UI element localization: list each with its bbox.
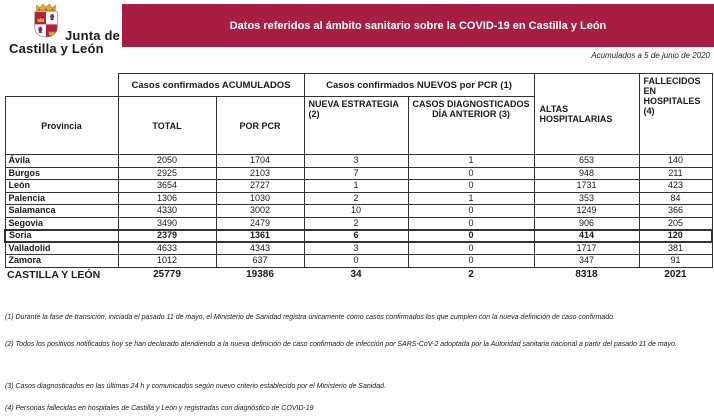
header-por-pcr: POR PCR [216, 97, 304, 155]
covid-data-table [4, 73, 713, 282]
jcyl-logo [8, 2, 122, 58]
cell-fallecidos: 381 [639, 242, 712, 255]
cell-altas: 906 [534, 217, 639, 230]
cell-fallecidos: 140 [639, 155, 712, 168]
cell-nueva: 2 [304, 217, 408, 230]
cell-por-pcr: 3002 [216, 205, 304, 218]
cell-total: 4330 [118, 205, 216, 218]
cell-total: 3654 [118, 180, 216, 193]
cell-dia-anterior: 0 [408, 242, 534, 255]
cell-nueva: 34 [350, 268, 362, 280]
cell-fallecidos: 211 [639, 167, 712, 180]
cell-altas: 8318 [575, 268, 598, 280]
header-casos-nuevos-pcr: Casos confirmados NUEVOS por PCR (1) [304, 74, 534, 97]
header-altas-hospitalarias: ALTAS HOSPITALARIAS [534, 74, 639, 155]
header-group-row [5, 74, 712, 97]
cell-dia-anterior: 0 [408, 180, 534, 193]
cell-altas: 414 [534, 230, 639, 243]
cell-total: 2379 [118, 230, 216, 243]
cell-dia-anterior: 1 [408, 192, 534, 205]
cell-por-pcr: 19386 [246, 268, 274, 280]
header-total: TOTAL [118, 97, 216, 155]
cell-nueva: 3 [304, 155, 408, 168]
cell-fallecidos: 205 [639, 217, 712, 230]
cell-fallecidos: 91 [639, 255, 712, 268]
cell-altas: 948 [534, 167, 639, 180]
cell-altas: 653 [534, 155, 639, 168]
cell-total: 4633 [118, 242, 216, 255]
cell-province: Zamora [5, 255, 118, 268]
header-casos-acumulados: Casos confirmados ACUMULADOS [118, 74, 304, 97]
date-note: Acumulados a 5 de junio de 2020 [591, 51, 710, 60]
cell-total: 1306 [118, 192, 216, 205]
footnote-2: (2) Todos los positivos notificados hoy se han declarado atendiendo a la nueva definición de caso confirmado de infección por SARS-CoV-2 adoptada por la Autoridad sanitaria nacional a partir del pasado 11 de mayo. [5, 341, 677, 348]
cell-altas: 1717 [534, 242, 639, 255]
cell-province: Soria [5, 230, 118, 243]
cell-por-pcr: 2727 [216, 180, 304, 193]
cell-province: Segovia [5, 217, 118, 230]
footnote-3: (3) Casos diagnosticados en las últimas 24 h y comunicados según nuevo criterio establecido por el Ministerio de Sanidad. [5, 383, 386, 390]
cell-por-pcr: 2103 [216, 167, 304, 180]
table-row-zamora [5, 255, 712, 268]
table-row-salamanca [5, 205, 712, 218]
cell-total: 1012 [118, 255, 216, 268]
cell-nueva: 0 [304, 255, 408, 268]
header-blank-cell [5, 74, 118, 97]
table-row-palencia [5, 192, 712, 205]
header-provincia: Provincia [5, 97, 118, 155]
cell-province: Burgos [5, 167, 118, 180]
page-title: Datos referidos al ámbito sanitario sobre la COVID-19 en Castilla y León [229, 19, 607, 32]
cell-nueva: 3 [304, 242, 408, 255]
cell-province: Salamanca [5, 205, 118, 218]
cell-altas: 1731 [534, 180, 639, 193]
title-banner [122, 4, 714, 47]
cell-dia-anterior: 0 [408, 255, 534, 268]
header-fallecidos-hospitales: FALLECIDOS EN HOSPITALES (4) [639, 74, 712, 155]
cell-por-pcr: 1704 [216, 155, 304, 168]
table-row-segovia [5, 217, 712, 230]
table-row-leon [5, 180, 712, 193]
cell-fallecidos: 84 [639, 192, 712, 205]
cell-por-pcr: 637 [216, 255, 304, 268]
cell-dia-anterior: 0 [408, 230, 534, 243]
cell-nueva: 10 [304, 205, 408, 218]
cell-province: Palencia [5, 192, 118, 205]
cell-province: Ávila [5, 155, 118, 168]
cell-por-pcr: 1030 [216, 192, 304, 205]
cell-dia-anterior: 2 [468, 268, 474, 280]
footnote-4: (4) Personas fallecidas en hospitales de Castilla y León y registradas con diagnóstico de COVID-19 [5, 405, 314, 412]
cell-dia-anterior: 0 [408, 167, 534, 180]
table-row-burgos [5, 167, 712, 180]
cell-dia-anterior: 0 [408, 217, 534, 230]
cell-por-pcr: 4343 [216, 242, 304, 255]
cell-altas: 347 [534, 255, 639, 268]
cell-nueva: 7 [304, 167, 408, 180]
cell-province: CASTILLA Y LEÓN [7, 268, 101, 281]
cell-por-pcr: 1361 [216, 230, 304, 243]
cell-province: Valladolid [5, 242, 118, 255]
logo-text-line2: Castilla y León [9, 41, 104, 56]
table-row-total-castilla-y-leon [5, 267, 712, 282]
table-row-soria-highlighted [5, 230, 712, 243]
cell-fallecidos: 2021 [664, 268, 687, 280]
cell-total: 25779 [153, 268, 181, 280]
cell-fallecidos: 366 [639, 205, 712, 218]
table-row-valladolid [5, 242, 712, 255]
footnote-1: (1) Durante la fase de transición, iniciada el pasado 11 de mayo, el Ministerio de Sanidad registra únicamente como casos confirmados los que cumplen con la nueva definición de caso confirmado. [5, 314, 615, 321]
header-casos-diagnosticados: CASOS DIAGNOSTICADOS DÍA ANTERIOR (3) [408, 97, 534, 155]
cell-total: 2925 [118, 167, 216, 180]
cell-fallecidos: 423 [639, 180, 712, 193]
cell-nueva: 6 [304, 230, 408, 243]
cell-altas: 353 [534, 192, 639, 205]
cell-province: León [5, 180, 118, 193]
cell-total: 3490 [118, 217, 216, 230]
table-row-avila [5, 155, 712, 168]
cell-nueva: 1 [304, 180, 408, 193]
header-nueva-estrategia: NUEVA ESTRATEGIA (2) [304, 97, 408, 155]
cell-nueva: 2 [304, 192, 408, 205]
cell-altas: 1249 [534, 205, 639, 218]
cell-dia-anterior: 1 [408, 155, 534, 168]
cell-total: 2050 [118, 155, 216, 168]
cell-dia-anterior: 0 [408, 205, 534, 218]
cell-fallecidos: 120 [639, 230, 712, 243]
cell-por-pcr: 2479 [216, 217, 304, 230]
logo-text-line1: Junta de [65, 28, 121, 43]
